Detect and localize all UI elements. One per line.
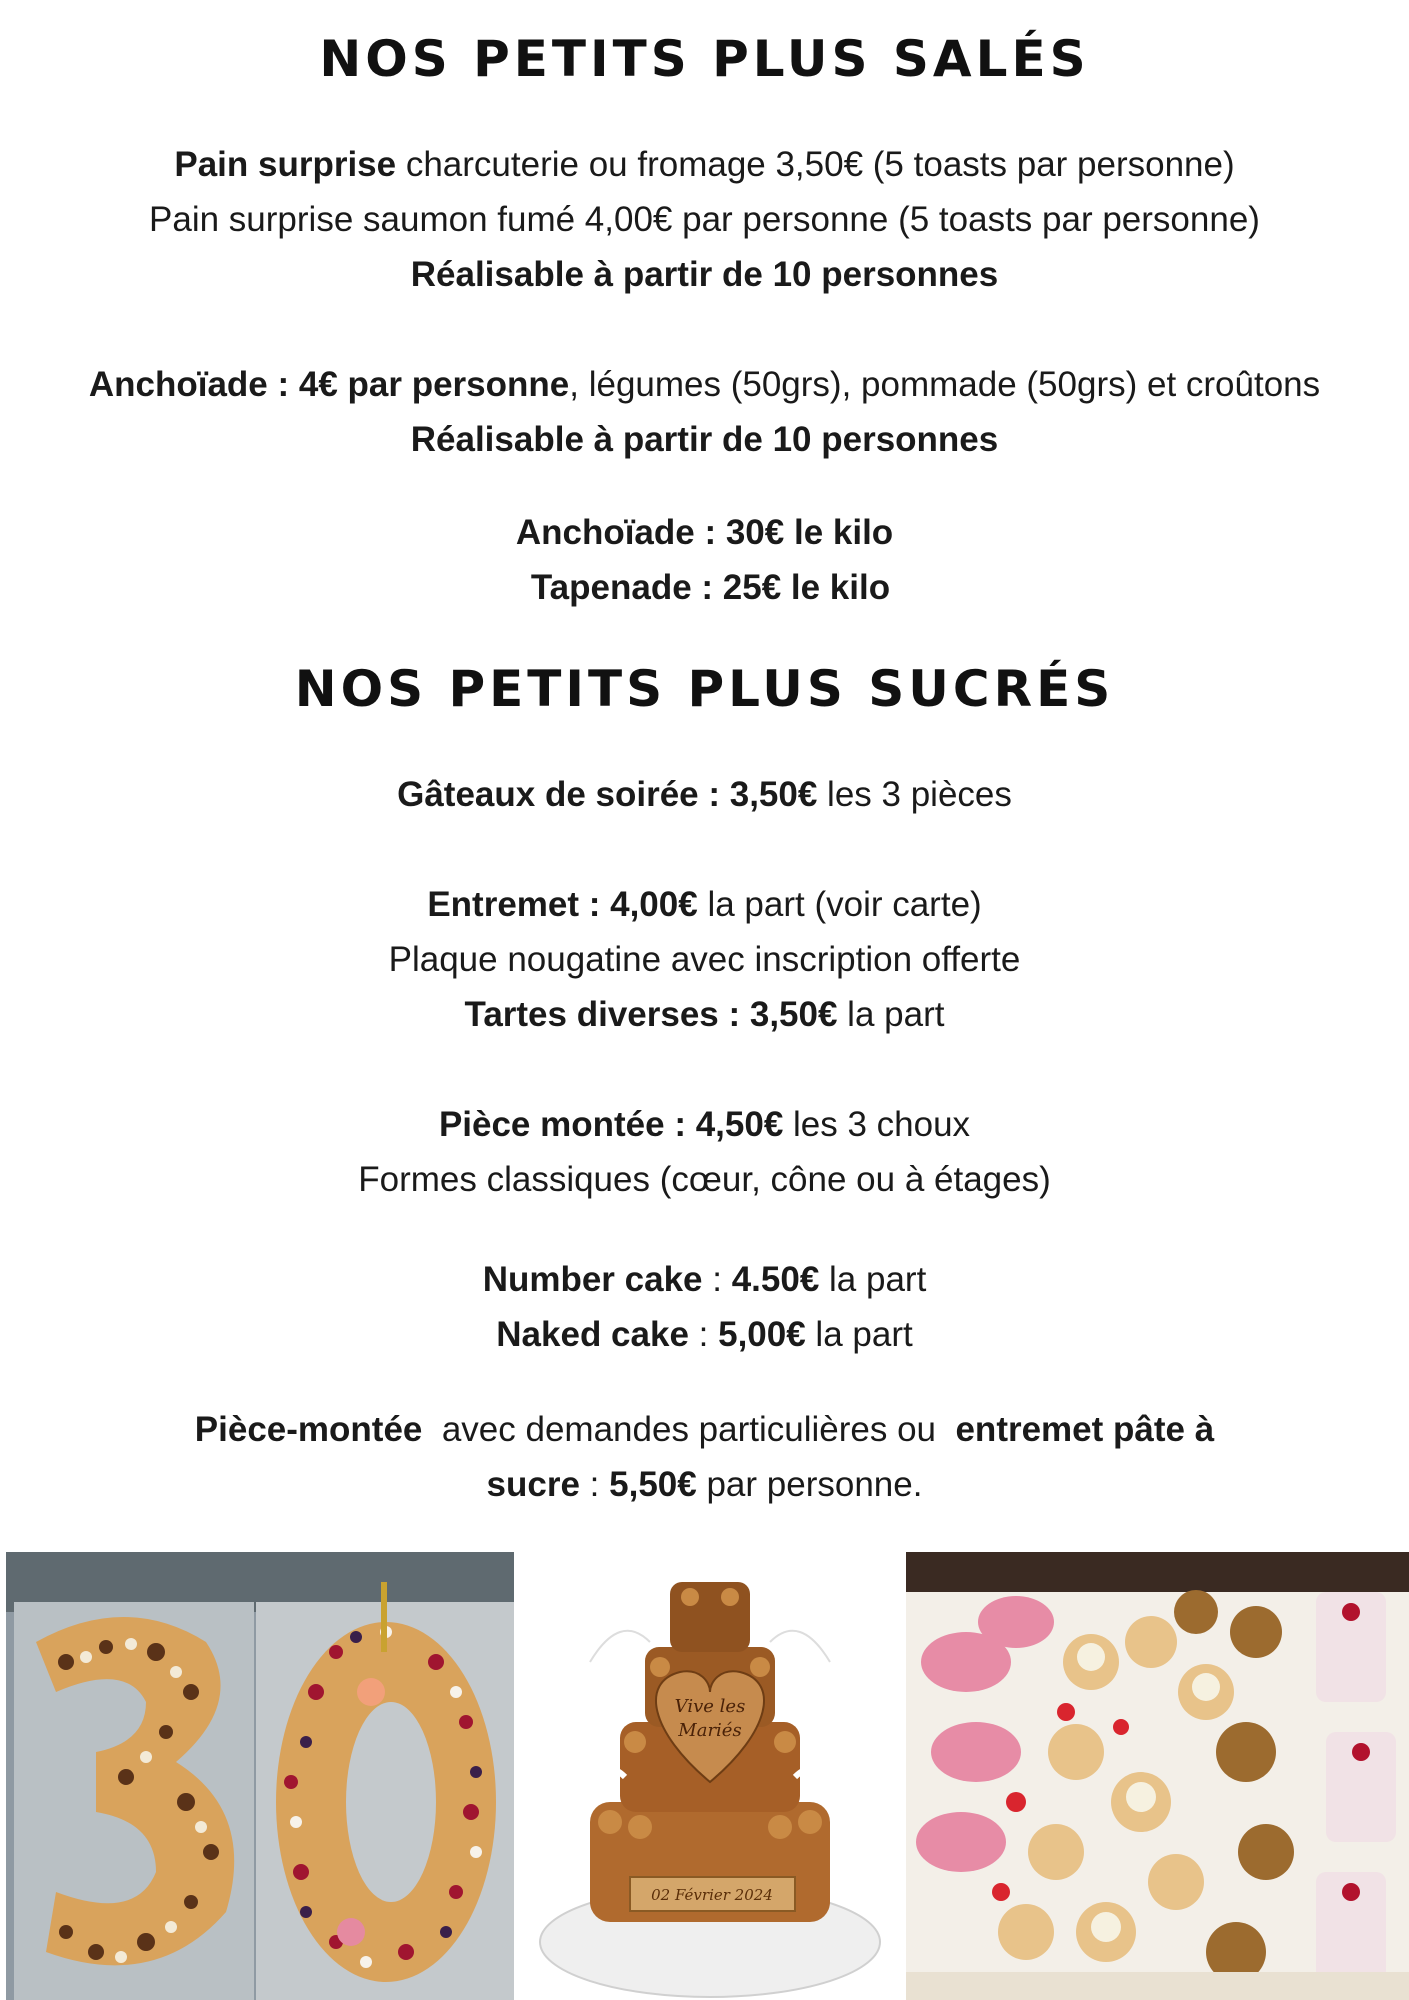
tartes-label: Tartes diverses : 3,50€ <box>464 995 838 1034</box>
piece-montee-label: Pièce montée : 4,50€ <box>438 1105 784 1144</box>
tartes-detail: la part <box>837 995 945 1034</box>
photo-number-cake <box>6 1552 514 2000</box>
special-request-line-1 <box>0 1410 1409 1450</box>
naked-cake-sep: : <box>688 1315 719 1354</box>
plaque-text-1: Vive les <box>674 1696 746 1717</box>
anchoiade-line <box>0 365 1409 405</box>
pain-surprise-detail: charcuterie ou fromage 3,50€ (5 toasts par personne) <box>396 145 1235 184</box>
tartes-line <box>0 995 1409 1035</box>
special-request-detail-2: par personne. <box>696 1465 923 1504</box>
gateaux-line <box>0 775 1409 815</box>
number-cake-price: 4.50€ <box>731 1260 820 1299</box>
section-title-sales: NOS PETITS PLUS SALÉS <box>319 30 1090 88</box>
number-cake-illustration <box>6 1552 514 2000</box>
plaque-text-2: Mariés <box>678 1720 742 1741</box>
number-cake-label: Number cake <box>482 1260 703 1299</box>
realisable-note-1 <box>0 255 1409 295</box>
cake-banner-text: 02 Février 2024 <box>651 1886 773 1904</box>
number-cake-detail: la part <box>819 1260 927 1299</box>
naked-cake-label: Naked cake <box>496 1315 689 1354</box>
entremet-line <box>0 885 1409 925</box>
entremet-label: Entremet : 4,00€ <box>427 885 698 924</box>
photo-piece-montee <box>530 1552 890 2000</box>
anchoiade-detail: , légumes (50grs), pommade (50grs) et croûtons <box>569 365 1321 404</box>
gateaux-detail: les 3 pièces <box>817 775 1012 814</box>
pain-surprise-saumon-line: Pain surprise saumon fumé 4,00€ par personne (5 toasts par personne) <box>149 200 1260 239</box>
anchoiade-kilo-text: Anchoïade : 30€ le kilo <box>515 513 894 552</box>
special-request-price: 5,50€ <box>609 1465 697 1504</box>
naked-cake-detail: la part <box>805 1315 913 1354</box>
pain-surprise-label: Pain surprise <box>174 145 397 184</box>
number-cake-line <box>0 1260 1409 1300</box>
anchoiade-kilo-line <box>0 513 1409 553</box>
pain-surprise-line <box>0 145 1409 185</box>
naked-cake-price: 5,00€ <box>718 1315 806 1354</box>
realisable-note-2-text: Réalisable à partir de 10 personnes <box>410 420 999 459</box>
realisable-note-1-text: Réalisable à partir de 10 personnes <box>410 255 999 294</box>
realisable-note-2 <box>0 420 1409 460</box>
special-request-detail: avec demandes particulières ou <box>422 1410 956 1449</box>
entremet-detail: la part (voir carte) <box>697 885 982 924</box>
gateaux-label: Gâteaux de soirée : 3,50€ <box>397 775 818 814</box>
section-title-sucres: NOS PETITS PLUS SUCRÉS <box>294 660 1115 718</box>
formes-line: Formes classiques (cœur, cône ou à étages) <box>358 1160 1051 1199</box>
special-request-entremet: entremet pâte à <box>955 1410 1215 1449</box>
piece-montee-illustration <box>530 1552 890 2000</box>
tapenade-kilo-text: Tapenade : 25€ le kilo <box>530 568 891 607</box>
photo-mignardises <box>906 1552 1409 2000</box>
special-request-sep: : <box>579 1465 610 1504</box>
naked-cake-line <box>0 1315 1409 1355</box>
tapenade-kilo-line <box>0 568 1409 608</box>
number-cake-sep: : <box>702 1260 732 1299</box>
special-request-label: Pièce-montée <box>194 1410 423 1449</box>
special-request-sucre: sucre <box>486 1465 580 1504</box>
anchoiade-label: Anchoïade : 4€ par personne <box>88 365 570 404</box>
plaque-line: Plaque nougatine avec inscription offerte <box>388 940 1021 979</box>
piece-montee-detail: les 3 choux <box>783 1105 971 1144</box>
mignardises-illustration <box>906 1552 1409 2000</box>
special-request-line-2 <box>0 1465 1409 1505</box>
piece-montee-line <box>0 1105 1409 1145</box>
